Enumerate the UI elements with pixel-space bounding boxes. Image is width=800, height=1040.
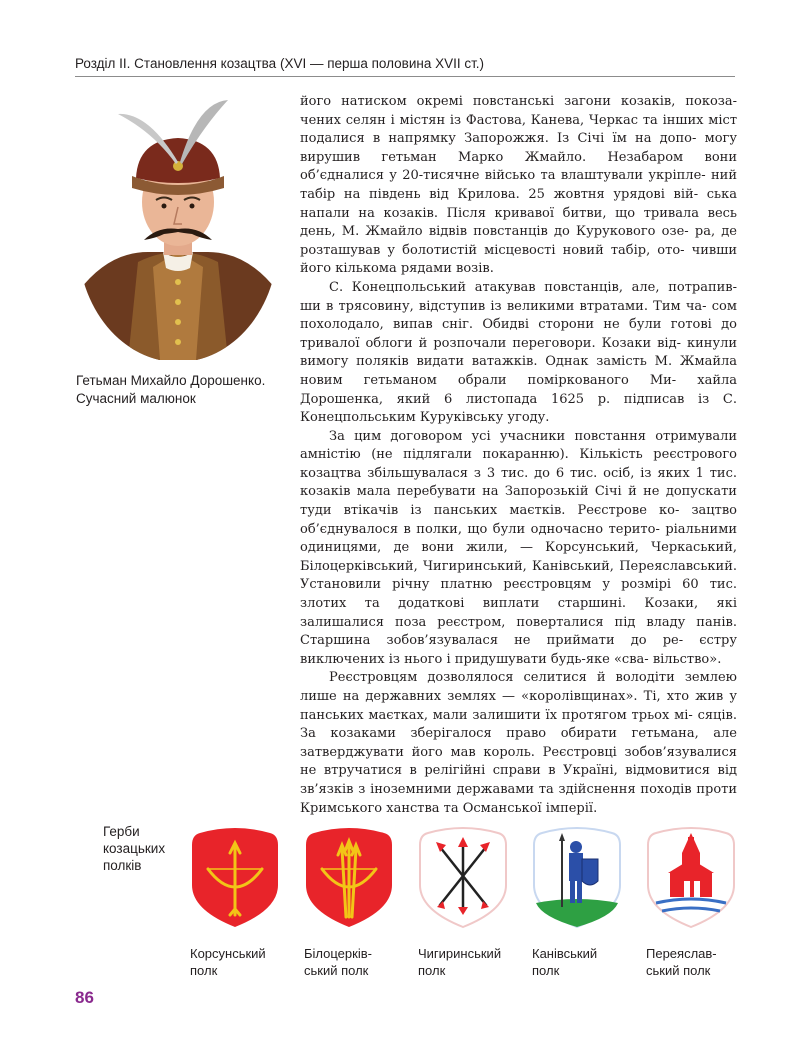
chyhyryn-arms-icon	[418, 825, 508, 930]
arms-title: Герби козацьких полків	[103, 824, 166, 873]
bila-tserkva-arms-icon	[304, 825, 394, 930]
portrait-caption	[76, 372, 291, 408]
kaniv-label: Канівський полк	[532, 946, 598, 978]
bila-tserkva-label: Білоцерків- ський полк	[304, 946, 372, 978]
chyhyryn-label: Чигиринський полк	[418, 946, 502, 978]
paragraph-4: Реєстровцям дозволялося селитися й володіти землею лише на державних землях — «королівщинах». Ті, хто жив у панських маєтках, мали залишити їх протягом трьох мі- сяців. За козаками зберігалося право обирати гетьмана, але затверджувати його мав король. Реєстровці зобов’язувалися не втручатися в релігійні справи в Україні, відмовитися від зв’язків з іноземними державами та здійснення походів проти Кримського ханства та Османської імперії.	[300, 670, 738, 816]
page-number: 86	[75, 988, 94, 1007]
hetman-portrait-icon	[78, 92, 278, 360]
kaniv-arms-icon	[532, 825, 622, 930]
running-header: Розділ II. Становлення козацтва (XVI — перша половина XVII ст.)	[75, 56, 485, 71]
korsun-label: Корсунський полк	[190, 946, 266, 978]
paragraph-3: За цим договором усі учасники повстання отримували амністію (не підлягали покаранню). Кількість реєстрового козацтва збільшувалася з 3 тис. до 6 тис. осіб, із яких 1 тис. козаків мала перебувати на Запорозькій Січі й не допускати туди втікачів із панських маєтків. Реєстрове ко- зацтво об’єднувалося в полки, що були одночасно терито- ріальними одиницями, де вони жили, — Корсунський, Черкаський, Білоцерківський, Чигиринський, Канівський, Переяславський. Установили річну платню реєстровцям у розмірі 60 тис. злотих та додаткові виплати старшині. Козаки, які залишалися поза реєстром, поверталися під владу панів. Старшина зобов’язувалася не приймати до ре- єстру виключених із нього і придушувати будь-яке «сва- вільство».	[300, 428, 737, 667]
portrait-caption-line-2: Сучасний малюнок	[76, 391, 196, 406]
paragraph-1: його натиском окремі повстанські загони козаків, покоза- чених селян і містян із Фастова, Канева, Черкас та інших міст подалися в напрямку Запорожжя. Із Січі їм на допо- могу вирушив гетьман Марко Жмайло. Незабаром вони об’єдналися у 20-тисячне військо та влаштували укріпле- ний табір на південь від Крилова. 25 жовтня урядові вій- ська напали на козаків. Після кривавої битви, що тривала весь день, М. Жмайло відвів повстанців до Курукового озе- ра, де розташував у болотистій місцевості новий табір, ото- чивши його кількома рядами возів.	[300, 94, 738, 277]
korsun-arms-icon	[190, 825, 280, 930]
pereiaslav-arms-icon	[646, 825, 736, 930]
main-text	[300, 93, 737, 818]
pereiaslav-label: Переяслав- ський полк	[646, 946, 717, 978]
paragraph-2: С. Конецпольський атакував повстанців, але, потрапив- ши в трясовину, відступив із великими втратами. Тим ча- сом похолодало, випав сніг. Обидві сторони не були готові до тривалої облоги й розпочали переговори. Козаки від- кинули вимогу поляків видати ватажків. Однак замість М. Жмайла новим гетьманом обрали поміркованого Ми- хайла Дорошенка, який 6 листопада 1625 р. підписав із С. Конецпольським Куруківську угоду.	[300, 279, 738, 426]
header-divider	[75, 76, 735, 77]
portrait-caption-line-1: Гетьман Михайло Дорошенко.	[76, 373, 266, 388]
